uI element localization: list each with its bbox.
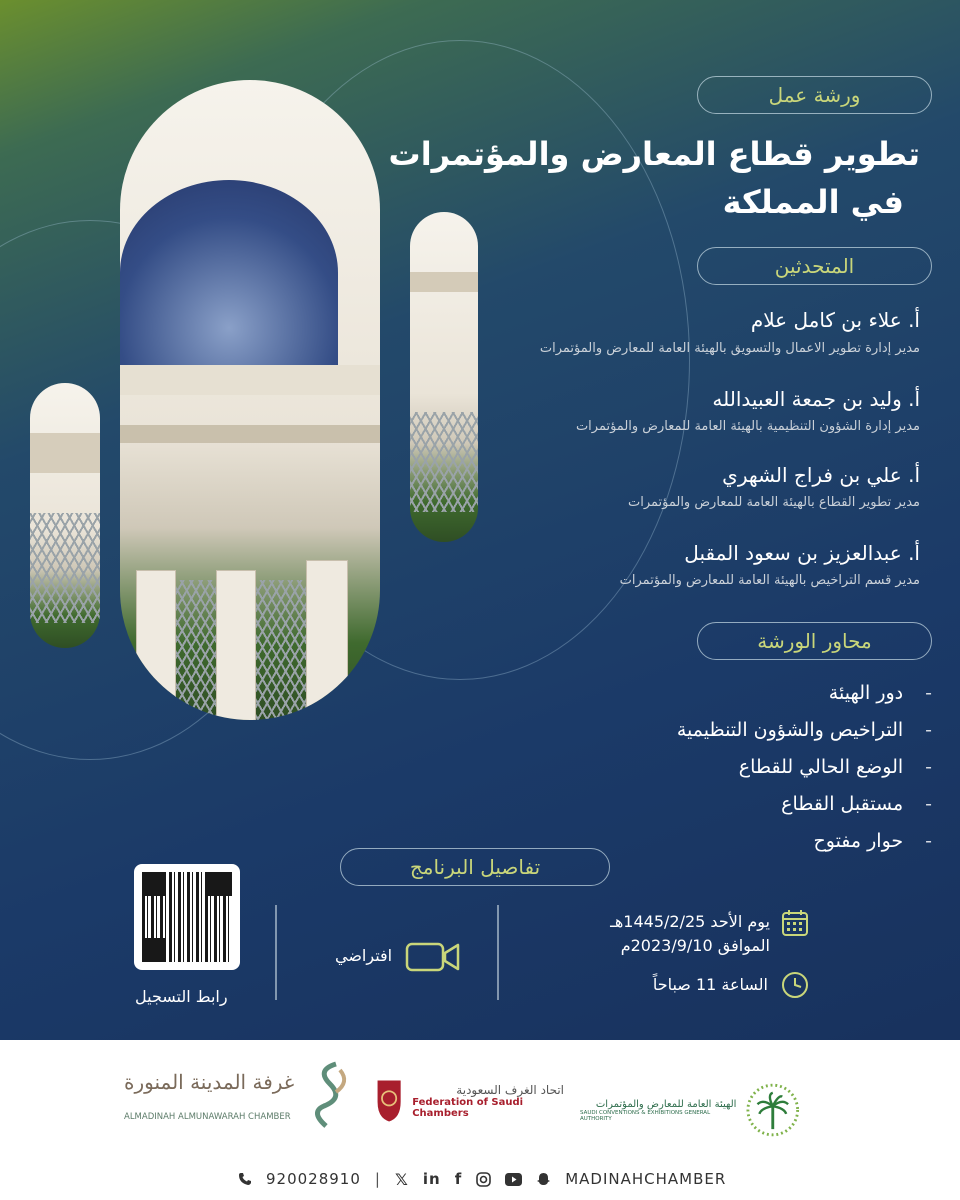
linkedin-icon[interactable]: in bbox=[422, 1170, 441, 1188]
calendar-icon bbox=[780, 908, 810, 938]
separator: | bbox=[374, 1170, 381, 1188]
chamber-english: ALMADINAH ALMUNAWARAH CHAMBER bbox=[124, 1112, 291, 1122]
topic-text: دور الهيئة bbox=[828, 682, 904, 704]
youtube-icon[interactable] bbox=[505, 1173, 522, 1186]
list-item: - دور الهيئة bbox=[828, 682, 932, 704]
time-text: الساعة 11 صباحاً bbox=[652, 975, 768, 994]
topic-text: مستقبل القطاع bbox=[781, 793, 904, 815]
authority-arabic: الهيئة العامة للمعارض والمؤتمرات bbox=[595, 1098, 737, 1110]
speakers-label: المتحدثين bbox=[774, 254, 855, 278]
divider bbox=[497, 905, 499, 1000]
x-icon[interactable]: 𝕏 bbox=[394, 1169, 409, 1189]
list-item: - الوضع الحالي للقطاع bbox=[738, 756, 932, 778]
footer bbox=[0, 1040, 960, 1200]
program-label: تفاصيل البرنامج bbox=[409, 855, 541, 879]
page-title bbox=[389, 135, 920, 221]
list-item: - مستقبل القطاع bbox=[781, 793, 932, 815]
speaker-role: مدير تطوير القطاع بالهيئة العامة للمعارض والمؤتمرات bbox=[627, 495, 920, 510]
date-line-2: الموافق 2023/9/10م bbox=[620, 936, 770, 955]
speaker-name: أ. علاء بن كامل علام bbox=[750, 308, 920, 332]
social-handle[interactable]: MADINAHCHAMBER bbox=[565, 1170, 727, 1188]
registration-qr-code[interactable] bbox=[134, 864, 240, 970]
speaker-name: أ. علي بن فراج الشهري bbox=[722, 463, 920, 487]
mosque-photo-narrow bbox=[410, 212, 478, 542]
chamber-emblem-icon bbox=[306, 1060, 354, 1130]
chamber-logo bbox=[124, 1060, 364, 1140]
federation-english: Federation of Saudi Chambers bbox=[412, 1097, 524, 1119]
facebook-icon[interactable]: f bbox=[454, 1170, 463, 1188]
list-item: - التراخيص والشؤون التنظيمية bbox=[676, 719, 932, 741]
clock-icon bbox=[780, 970, 810, 1000]
date-block bbox=[610, 910, 770, 958]
authority-english: SAUDI CONVENTIONS & EXHIBITIONS GENERAL AUTHORITY bbox=[580, 1109, 711, 1122]
title-line-1: تطوير قطاع المعارض والمؤتمرات bbox=[388, 135, 920, 173]
authority-logo bbox=[580, 1080, 800, 1140]
divider bbox=[275, 905, 277, 1000]
snapchat-icon[interactable] bbox=[536, 1172, 551, 1187]
mode-text: افتراضي bbox=[335, 946, 393, 965]
topic-text: الوضع الحالي للقطاع bbox=[738, 756, 904, 778]
mosque-photo-small bbox=[30, 383, 100, 648]
phone-number[interactable]: 920028910 bbox=[266, 1170, 361, 1188]
topics-label: محاور الورشة bbox=[757, 629, 872, 653]
speakers-badge bbox=[697, 247, 932, 285]
workshop-badge bbox=[697, 76, 932, 114]
topic-text: التراخيص والشؤون التنظيمية bbox=[676, 719, 904, 741]
date-line-1: يوم الأحد 1445/2/25هـ bbox=[610, 912, 770, 931]
workshop-label: ورشة عمل bbox=[768, 83, 861, 107]
mosque-photo-main bbox=[120, 80, 380, 720]
topic-text: حوار مفتوح bbox=[813, 830, 904, 852]
topics-badge bbox=[697, 622, 932, 660]
list-item: - حوار مفتوح bbox=[813, 830, 932, 852]
federation-logo bbox=[374, 1066, 564, 1136]
chamber-arabic: غرفة المدينة المنورة bbox=[124, 1070, 295, 1094]
instagram-icon[interactable] bbox=[476, 1172, 491, 1187]
speaker-role: مدير إدارة الشؤون التنظيمية بالهيئة العامة للمعارض والمؤتمرات bbox=[575, 419, 920, 434]
program-badge bbox=[340, 848, 610, 886]
speaker-role: مدير قسم التراخيص بالهيئة العامة للمعارض والمؤتمرات bbox=[619, 573, 920, 588]
video-camera-icon bbox=[405, 940, 461, 974]
speaker-name: أ. وليد بن جمعة العبيدالله bbox=[712, 387, 920, 411]
federation-arabic: اتحاد الغرف السعودية bbox=[456, 1083, 564, 1097]
registration-label: رابط التسجيل bbox=[135, 987, 228, 1006]
speaker-role: مدير إدارة تطوير الاعمال والتسويق بالهيئة العامة للمعارض والمؤتمرات bbox=[539, 341, 920, 356]
palm-tree-icon bbox=[746, 1082, 800, 1138]
speaker-name: أ. عبدالعزيز بن سعود المقبل bbox=[684, 541, 920, 565]
title-line-2: في المملكة bbox=[722, 183, 904, 221]
contact-bar bbox=[238, 1168, 726, 1190]
phone-icon[interactable] bbox=[238, 1172, 252, 1186]
federation-emblem-icon bbox=[374, 1076, 404, 1126]
